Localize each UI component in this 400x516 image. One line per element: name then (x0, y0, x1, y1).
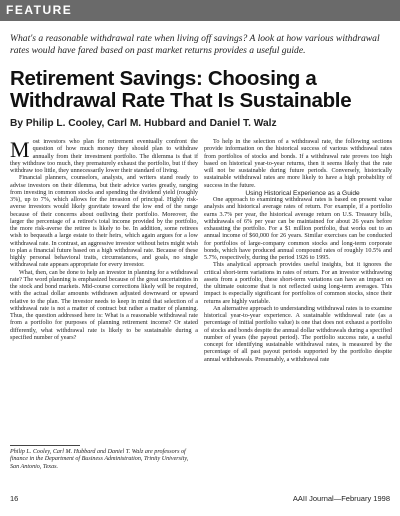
article-title: Retirement Savings: Choosing a Withdrawal Rate That Is Sustainable (10, 67, 352, 112)
right-paragraph-3: This analytical approach provides useful insights, but it ignores the critical short-term variations in rates of return. For an investor withdrawing assets from a portfolio, these short-term variations can have an impact on the ultimate outcome that is not reflected using long-term averages. This impact is especially significant for portfolios of common stocks, since their returns are highly variable. (204, 262, 392, 305)
right-paragraph-2: One approach to examining withdrawal rates is based on present value analysis and historical average rates of return. For example, if a portfolio earns 3.7% per year, the historical average return on U.S. Treasury bills, withdrawals of 6% per year can be maintained for about 26 years before exhausting the portfolio. For a $1 million portfolio, that works out to an annual income of $60,000 for 26 years. Similar exercises can be conducted for portfolios of large-company common stocks and long-term corporate bonds, which have produced annual compound rates of roughly 10.5% and 5.7%, respectively, during the period 1926 to 1995. (204, 197, 392, 261)
section-heading: Using Historical Experience as a Guide (245, 189, 360, 197)
right-column (204, 139, 392, 364)
author-footnote: Philip L. Cooley, Carl M. Hubbard and Daniel T. Walz are professors of finance in the Department of Business Administration, Trinity University, San Antonio, Texas. (10, 449, 189, 470)
right-paragraph-4: An alternative approach to understanding withdrawal rates is to examine historical year-to-year experience. A sustainable withdrawal rate (as a percentage of initial portfolio value) is one that does not exhaust a portfolio of stocks and bonds despite the annual dollar withdrawals during a specified number of years (the payout period). The portfolio success rate, a useful concept for identifying sustainable withdrawal rates, is measured by the percentage of all past payout periods supported by the portfolio despite annual withdrawals. Presumably, a withdrawal rate (204, 305, 392, 363)
article-byline: By Philip L. Cooley, Carl M. Hubbard and Daniel T. Walz (10, 118, 277, 129)
section-banner (0, 0, 400, 21)
left-paragraph-2: Financial planners, counselors, analysts, and writers stand ready to advise investors on their dilemma, but their advice varies greatly, ranging from investing in common stocks and spending the dividend yield (roughly 3%), up to 7%, which allows for the invasion of principal. Highly risk-averse investors would likely gravitate toward the low end of the range because of their concerns about outliving their portfolio. Moreover, the larger the percentage of a retiree's total income provided by the portfolio, the more risk-averse the retiree is likely to be. In addition, some retirees wish to bequeath a large estate to their heirs, which again argues for a low withdrawal rate. In contrast, an aggressive investor without heirs might wish to plan a financial future based on a high withdrawal rate. Because of these highly personal behavioral traits, circumstances, and goals, no single withdrawal rate appears appropriate for every investor. (10, 175, 198, 269)
page-number: 16 (10, 494, 19, 503)
left-column (10, 139, 198, 342)
left-paragraph-3: What, then, can be done to help an investor in planning for a withdrawal rate? The word planning is emphasized because of the great uncertainties in the stock and bond markets. Mid-course corrections likely will be required, with the actual dollar amounts withdrawn adjusted downward or upward relative to the plan. The investor needs to keep in mind that selection of a withdrawal rate is not a matter of contract but rather a matter of planning. Thus, the question addressed here is: What is a reasonable withdrawal rate from a portfolio for purposes of planning retirement income? Or stated differently, what withdrawal rate is likely to be sustainable during a specified number of years? (10, 269, 198, 341)
section-label: FEATURE (6, 3, 73, 17)
left-paragraph-1-text: ost investors who plan for retirement eventually confront the question of how much money they should plan to withdraw annually from their investment portfolio. The dilemma is that if they withdraw too much, they prematurely exhaust the portfolio, but if they withdraw too little, they unnecessarily lower their standard of living. (10, 139, 198, 174)
left-paragraph-1 (10, 139, 198, 175)
drop-cap: M (10, 137, 30, 162)
article-deck: What's a reasonable withdrawal rate when living off savings? A look at how various withdrawal rates would have fared based on past market returns provides a useful guide. (10, 33, 380, 56)
journal-footer: AAII Journal—February 1998 (292, 494, 390, 503)
right-paragraph-1: To help in the selection of a withdrawal rate, the following sections provide information on the historical success of various withdrawal rates from portfolios of stocks and bonds. If a withdrawal rate proves too high based on historical year-to-year returns, then it seems likely that the rate will not be sustainable during future periods. Conversely, historically sustainable withdrawal rates are more likely to have a high probability of success in the future. (204, 139, 392, 189)
footnote-divider (10, 445, 80, 446)
